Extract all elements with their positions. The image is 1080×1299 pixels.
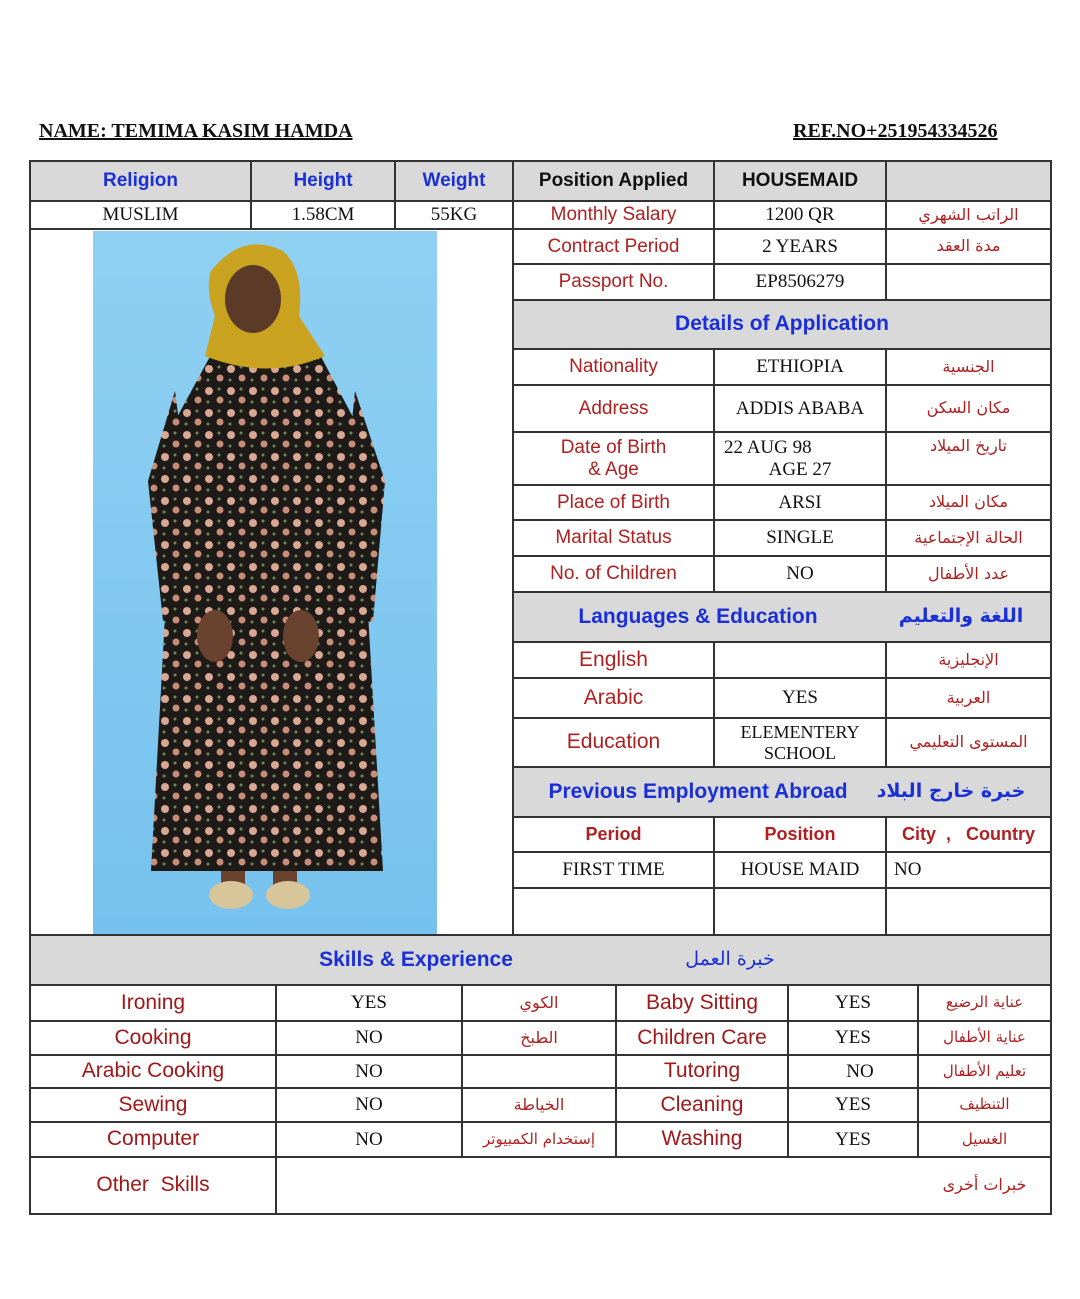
grid-line bbox=[713, 816, 715, 935]
grid-line bbox=[885, 348, 887, 592]
contract-arabic: مدة العقد bbox=[936, 236, 1001, 256]
details-title: Details of Application bbox=[675, 312, 889, 336]
skill-sewing-label: Sewing bbox=[118, 1092, 188, 1116]
arabic-arabic: العربية bbox=[946, 687, 991, 707]
employment-title: Previous Employment Abroad bbox=[548, 779, 848, 803]
employment-title-arabic: خبرة خارج البلاد bbox=[876, 780, 1026, 803]
skill-cooking-label: Cooking bbox=[114, 1025, 192, 1049]
arabic-label: Arabic bbox=[583, 685, 644, 709]
salary-arabic: الراتب الشهري bbox=[918, 204, 1019, 224]
grid-line bbox=[787, 984, 789, 1157]
skills-title-arabic: خبرة العمل bbox=[685, 948, 775, 971]
address-arabic: مكان السكن bbox=[926, 398, 1011, 418]
grid-line bbox=[512, 851, 1052, 853]
skill-children-care-value: YES bbox=[835, 1027, 871, 1049]
position-applied-label: Position Applied bbox=[538, 170, 689, 192]
arabic-value: YES bbox=[782, 687, 818, 709]
english-label: English bbox=[579, 647, 648, 671]
education-value-line1: ELEMENTERY bbox=[740, 721, 860, 742]
dob-arabic: تاريخ الميلاد bbox=[930, 435, 1007, 455]
dob-label-line2: & Age bbox=[588, 458, 639, 480]
skill-computer-label: Computer bbox=[106, 1127, 200, 1151]
grid-line bbox=[512, 816, 1052, 818]
candidate-name: NAME: TEMIMA KASIM HAMDA bbox=[39, 120, 353, 142]
skill-washing-value: YES bbox=[835, 1128, 871, 1150]
grid-line bbox=[29, 984, 1052, 986]
dob-label-line1: Date of Birth bbox=[560, 436, 667, 458]
grid-line bbox=[29, 1156, 1052, 1158]
grid-line bbox=[512, 555, 1052, 557]
grid-line bbox=[512, 384, 1052, 386]
dob-age: AGE 27 bbox=[768, 458, 832, 480]
grid-line bbox=[29, 200, 1052, 202]
weight-label: Weight bbox=[422, 170, 486, 192]
skill-tutoring-label: Tutoring bbox=[663, 1059, 741, 1083]
marital-status-arabic: الحالة الإجتماعية bbox=[914, 527, 1023, 547]
skill-arabic-cooking-value: NO bbox=[355, 1060, 383, 1082]
salary-value: 1200 QR bbox=[765, 204, 835, 226]
skill-cleaning-arabic: التنظيف bbox=[959, 1095, 1010, 1114]
education-arabic: المستوى التعليمي bbox=[909, 732, 1028, 752]
employment-col-period: Period bbox=[585, 824, 642, 845]
religion-value: MUSLIM bbox=[102, 204, 179, 226]
grid-line bbox=[512, 348, 1052, 350]
grid-line bbox=[29, 160, 1052, 162]
skill-washing-arabic: الغسيل bbox=[961, 1129, 1008, 1148]
grid-line bbox=[713, 641, 715, 767]
skills-title: Skills & Experience bbox=[319, 947, 513, 971]
children-arabic: عدد الأطفال bbox=[927, 563, 1010, 583]
reference-number: REF.NO+251954334526 bbox=[793, 120, 998, 142]
skill-arabic-cooking-label: Arabic Cooking bbox=[81, 1059, 225, 1083]
children-label: No. of Children bbox=[550, 563, 677, 585]
grid-line bbox=[29, 1213, 1052, 1215]
languages-title: Languages & Education bbox=[578, 604, 818, 628]
grid-line bbox=[885, 816, 887, 935]
grid-line bbox=[512, 484, 1052, 486]
skill-computer-arabic: إستخدام الكمبيوتر bbox=[483, 1129, 595, 1148]
grid-line bbox=[917, 984, 919, 1157]
children-value: NO bbox=[786, 563, 814, 585]
dob-label bbox=[513, 432, 714, 485]
grid-line bbox=[512, 641, 1052, 643]
grid-line bbox=[29, 228, 1052, 230]
grid-line bbox=[512, 160, 514, 936]
marital-status-value: SINGLE bbox=[766, 527, 834, 549]
grid-line bbox=[512, 766, 1052, 768]
place-of-birth-value: ARSI bbox=[778, 491, 822, 513]
skill-children-care-label: Children Care bbox=[637, 1025, 767, 1049]
employment-position-value: HOUSE MAID bbox=[740, 859, 860, 881]
grid-line bbox=[512, 431, 1052, 433]
skill-ironing-label: Ironing bbox=[120, 990, 186, 1014]
employment-city-value: NO bbox=[894, 859, 922, 881]
grid-line bbox=[29, 1121, 1052, 1123]
grid-line bbox=[29, 1020, 1052, 1022]
weight-value: 55KG bbox=[430, 204, 478, 226]
grid-line bbox=[29, 1087, 1052, 1089]
grid-line bbox=[394, 160, 396, 230]
grid-line bbox=[29, 160, 31, 1215]
place-of-birth-label: Place of Birth bbox=[557, 491, 670, 513]
grid-line bbox=[512, 519, 1052, 521]
employment-col-city: City , Country bbox=[901, 824, 1035, 845]
grid-line bbox=[250, 160, 252, 230]
other-skills-label: Other Skills bbox=[96, 1173, 210, 1197]
grid-line bbox=[461, 984, 463, 1157]
other-skills-arabic: خبرات أخرى bbox=[942, 1175, 1027, 1195]
skill-sewing-value: NO bbox=[355, 1094, 383, 1116]
contract-label: Contract Period bbox=[547, 235, 680, 257]
grid-line bbox=[512, 263, 1052, 265]
skill-cleaning-value: YES bbox=[835, 1094, 871, 1116]
dob-date: 22 AUG 98 bbox=[724, 436, 812, 458]
grid-line bbox=[1050, 160, 1052, 1215]
english-arabic: الإنجليزية bbox=[938, 649, 999, 669]
grid-line bbox=[512, 717, 1052, 719]
grid-line bbox=[512, 887, 1052, 889]
grid-line bbox=[29, 1054, 1052, 1056]
languages-title-arabic: اللغة والتعليم bbox=[898, 605, 1024, 628]
employment-col-position: Position bbox=[764, 824, 836, 845]
skill-cooking-value: NO bbox=[355, 1027, 383, 1049]
skill-cooking-arabic: الطبخ bbox=[520, 1027, 558, 1047]
address-value: ADDIS ABABA bbox=[735, 397, 865, 419]
skill-baby-sitting-label: Baby Sitting bbox=[645, 990, 759, 1014]
skill-children-care-arabic: عناية الأطفال bbox=[943, 1028, 1026, 1047]
skill-sewing-arabic: الخياطة bbox=[513, 1094, 565, 1114]
height-label: Height bbox=[293, 170, 353, 192]
passport-value: EP8506279 bbox=[755, 271, 845, 293]
grid-line bbox=[615, 984, 617, 1157]
skill-arabic-cooking-arabic bbox=[462, 1055, 616, 1088]
place-of-birth-arabic: مكان الميلاد bbox=[928, 492, 1009, 512]
nationality-arabic: الجنسية bbox=[942, 356, 995, 376]
address-label: Address bbox=[578, 397, 649, 419]
grid-line bbox=[885, 160, 887, 300]
candidate-photo bbox=[93, 231, 437, 934]
position-applied-value: HOUSEMAID bbox=[741, 170, 859, 192]
grid-line bbox=[29, 934, 1052, 936]
nationality-value: ETHIOPIA bbox=[756, 356, 844, 378]
skill-computer-value: NO bbox=[355, 1128, 383, 1150]
education-value-line2: SCHOOL bbox=[763, 742, 836, 763]
skill-tutoring-arabic: تعليم الأطفال bbox=[942, 1061, 1027, 1080]
skill-baby-sitting-value: YES bbox=[835, 992, 871, 1014]
grid-line bbox=[512, 591, 1052, 593]
english-value bbox=[714, 642, 886, 678]
nationality-label: Nationality bbox=[569, 356, 658, 378]
grid-line bbox=[713, 348, 715, 592]
religion-label: Religion bbox=[103, 170, 178, 192]
contract-value: 2 YEARS bbox=[762, 235, 838, 257]
height-value: 1.58CM bbox=[291, 204, 355, 226]
skill-washing-label: Washing bbox=[661, 1127, 743, 1151]
grid-line bbox=[885, 641, 887, 767]
dob-value bbox=[714, 432, 886, 485]
education-value bbox=[714, 718, 886, 767]
marital-status-label: Marital Status bbox=[555, 527, 672, 549]
skill-cleaning-label: Cleaning bbox=[660, 1092, 744, 1116]
employment-period-value: FIRST TIME bbox=[562, 859, 665, 881]
skill-tutoring-value: NO bbox=[846, 1060, 874, 1082]
skill-ironing-value: YES bbox=[351, 992, 387, 1014]
grid-line bbox=[512, 299, 1052, 301]
grid-line bbox=[713, 160, 715, 300]
skill-baby-sitting-arabic: عناية الرضيع bbox=[945, 993, 1024, 1012]
salary-label: Monthly Salary bbox=[550, 204, 677, 226]
education-label: Education bbox=[566, 730, 661, 754]
skill-ironing-arabic: الكوي bbox=[519, 992, 559, 1012]
grid-line bbox=[275, 984, 277, 1214]
passport-label: Passport No. bbox=[558, 271, 669, 293]
grid-line bbox=[512, 677, 1052, 679]
